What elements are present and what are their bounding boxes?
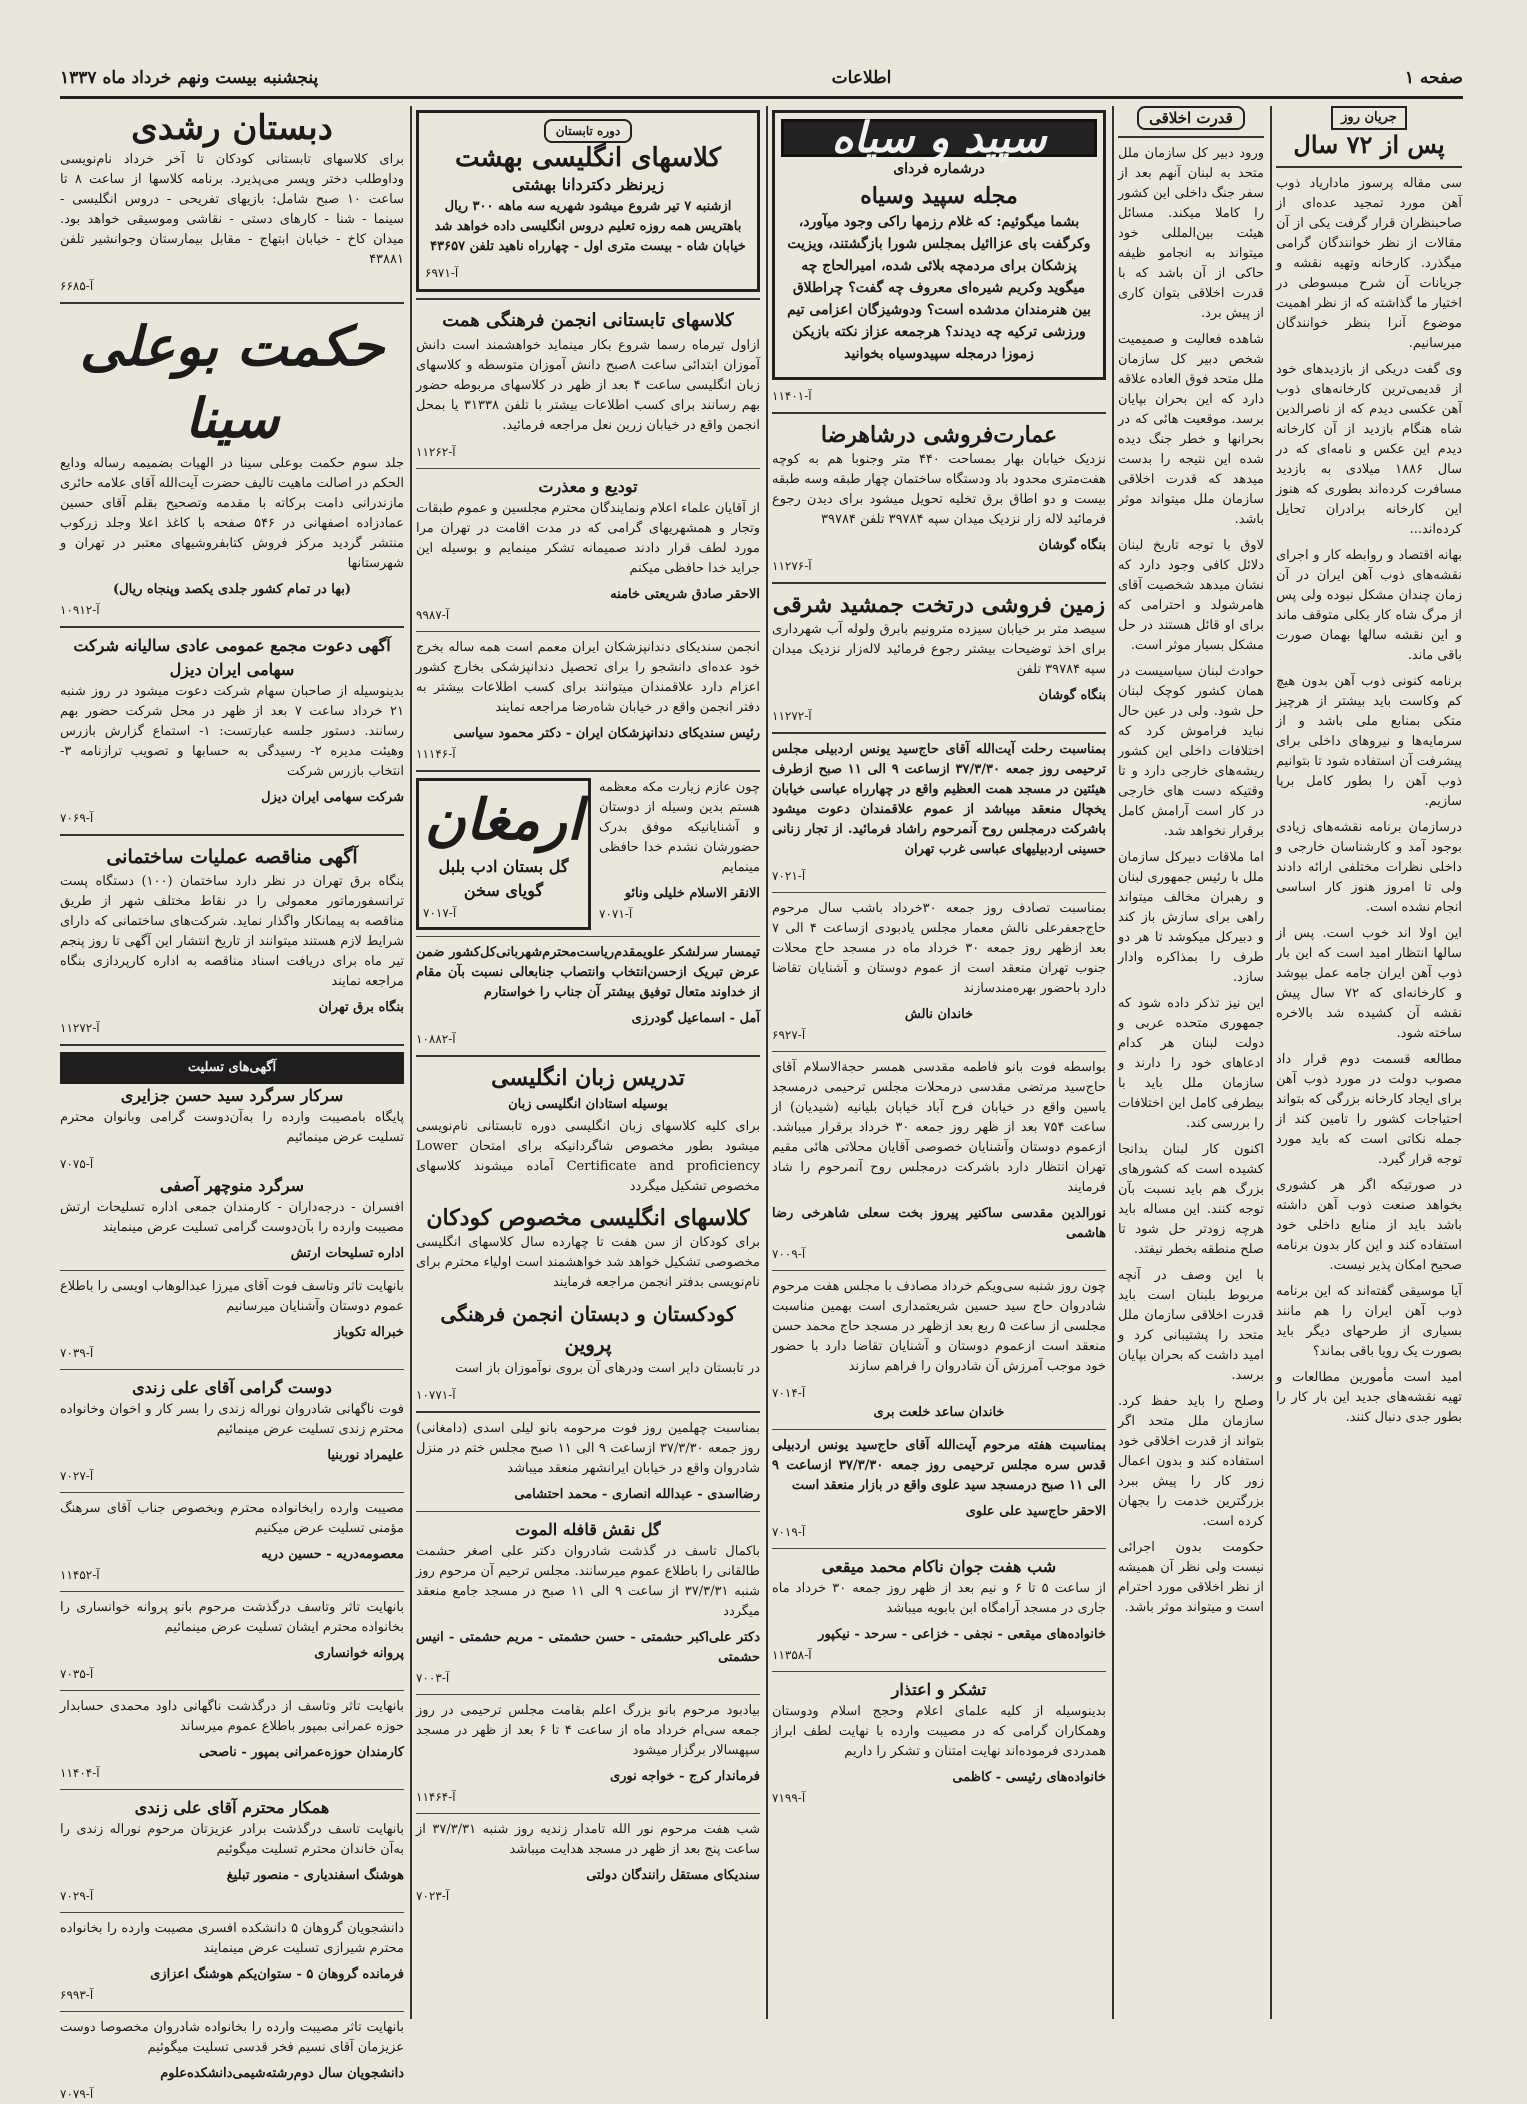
article-paragraph: این اولا اند خوب است. پس از سالها انتظار امید است که این بار ذوب آهن ایران جامه عمل بپوشد و کارخانه‌ای که ۷۲ سال پیش نقشه آن کشیده شد بالاخره ساخته شود. [1276,926,1462,1041]
article-paragraph: آیا موسیقی گفته‌اند که این برنامه ذوب آهن ایران را هم مانند بسیاری از طرحهای دیگر باید بصورت یک رویا باقی بماند؟ [1276,1284,1462,1359]
notice-body: دانشجویان گروهان ۵ دانشکده افسری مصیبت وارده را بخانواده محترم شیرازی تسلیت عرض مینمایند [60,1921,404,1956]
notice-title: همکار محترم آقای علی زندی [134,1798,330,1817]
notice-body: بانهایت تاثر مصیبت وارده را بخانواده شادروان مخصوصا دوست عزیزمان آقای نسیم فخر قدسی تسلیت میگوئیم [60,2020,404,2055]
notice-sign: نورالدین مقدسی ساکنیر پیروز بخت سعلی شاهرخی رضا هاشمی [772,1206,1106,1241]
notice-code: آ-۷۰۲۱ [772,869,806,883]
notice-sign: خاندان ساعد خلعت بری [873,1405,1005,1420]
notice-body: شب هفت مرحوم نور الله تامدار زندیه روز شنبه ۳۷/۳/۳۱ از ساعت پنج بعد از ظهر در مسجد هدایت میباشد [416,1822,760,1857]
ziarat-notice [599,778,760,930]
notice-sign: دانشجویان سال دوم‌رشته‌شیمی‌دانشکده‌علوم [160,2066,404,2081]
notice-sign: الاحقر حاج‌سید علی علوی [965,1504,1106,1519]
notice-sign: علیمراد نوربنیا [327,1448,404,1463]
top-rule [60,96,1463,99]
ad-subtitle: بوسیله استادان انگلیسی زبان [508,1097,668,1112]
column-ghodrat-akhlaghi [1118,106,1264,2019]
notice-body: از آقایان علماء اعلام ونمایندگان محترم مجلسین و عموم طبقات وتجار و همشهریهای گرامی که در مدت اقامت در تهران مرا مورد لطف قرار دادند صمیمانه تشکر مینمایم و بوسیله این جراید خدا حافظی میکنم [416,501,760,576]
notice-code: آ-۱۰۸۸۲ [416,1032,456,1046]
notice-sign: خاندان نالش [904,1007,974,1022]
zamin-body: سیصد متر بر خیابان سیزده مترونیم بابرق ولوله آب شهرداری برای اخذ توضیحات بیشتر رجوع فرمائید لاله‌زار نزدیک میدان سپه ۳۹۷۸۴ تلفن [772,622,1106,677]
paper-name: اطلاعات [831,68,892,88]
column-ads-mid-left [416,106,760,2019]
notice-body: افسران - درجه‌داران - کارمندان جمعی اداره تسلیحات ارتش مصیبت وارده را بآن‌دوست گرامی تسلیت عرض مینمایند [60,1200,404,1235]
death-notice: بمناسبت هفته مرحوم آیت‌الله آقای حاج‌سید یونس اردبیلی قدس سره مجلس ترحیمی روز جمعه ۳۷/۳/۳۰ ازساعت ۹ الی ۱۱ صبح درمسجد سید علوی واقع در بازار منعقد است [772,1438,1106,1493]
notice-code: آ-۱۰۹۱۲ [60,603,100,617]
death-notice: چون روز شنبه سی‌ویکم خرداد مصادف با مجلس هفت مرحوم شادروان حاج سید حسین شریعتمداری است بهمین مناسبت مجلسی از ساعت ۵ ربع بعد ازظهر در مسجد حاج محمد حسن منعقد است ازعموم دوستان و آشنایان تقاضا دارد با حضور خود موجب آمرزش آن شادروان را فراهم سازند [772,1279,1106,1374]
article-paragraph: اکنون کار لبنان بدانجا کشیده است که کشورهای بزرگ هم باید نسبت بآن توجه کنند. این مساله باید هرچه زودتر حل شود تا صلح منطقه بخطر نیفتد. [1118,1142,1264,1257]
notice-body: پایگاه بامصیبت وارده را به‌آن‌دوست گرامی وبانوان محترم تسلیت عرض مینمائیم [60,1110,404,1145]
notice-code: آ-۷۰۳۵ [60,1667,94,1681]
death-notice: بواسطه فوت بانو فاطمه مقدسی همسر حجة‌الاسلام آقای حاج‌سید مرتضی مقدسی درمحلات مجلس ترحیمی درمسجد یاسین واقع در خیابان فرح آباد خیابان بلیانیه (شیدیان) از ساعت ۷۵۴ بعد از ظهر روز جمعه ۳۰ خرداد برقرار میباشد. ازعموم دوستان وآشنایان خصوصی آقایان محلاتی هائی مقیم تهران انتظار دارد باشرکت درمجلس روح آنمرحوم را شاد فرمایند [772,1060,1106,1195]
page-label: صفحه ۱ [1404,68,1463,88]
meeting-title: آگهی دعوت مجمع عمومی عادی سالیانه شرکت سهامی ایران دیزل [73,636,391,679]
emarat-title: عمارت‌فروشی درشاهرضا [820,422,1058,448]
column-divider [1270,106,1272,2019]
notice-code: آ-۶۹۲۷ [772,1028,806,1042]
article-paragraph: اما ملاقات دبیرکل سازمان ملل با رئیس جمهوری لبنان و رهبران مخالف میتواند راهی برای سازش باز کند و دبیرکل میکوشد تا هر دو طرف را بمذاکره وادار سازد. [1118,850,1264,985]
column-divider [410,106,412,2019]
article-paragraph: حکومت بدون اجرائی نیست ولی نظر آن همیشه از نظر اخلاقی مورد احترام است و میتواند موثر باشد. [1118,1540,1264,1615]
notice-code: آ-۷۰۰۹ [772,1247,806,1261]
article-headline: قدرت اخلاقی [1137,106,1245,130]
ad-body: ازاول تیرماه رسما شروع بکار مینماید خواهشمند است دانش آموزان ابتدائی ساعت ۸صبح دانش آموزان متوسطه و کلاسهای زبان انگلیسی ساعت ۴ بعد از ظهر در کلاسهای مربوطه حضور بهم رسانند برای کسب اطلاعات بیشتر با تلفن ۳۱۳۳۸ یا بمحل انجمن واقع در خیابان زرین نعل مراجعه فرمائید. [416,338,761,433]
zamin-sign: بنگاه گوشان [1038,688,1106,703]
notice-sign: پروانه خوانساری [314,1646,404,1661]
death-notice: از ساعت ۵ تا ۶ و نیم بعد از ظهر روز جمعه ۳۰ خرداد ماه جاری در مسجد آرامگاه ابن بابویه میباشد [772,1581,1106,1616]
notice-title: تودیع و معذرت [538,477,638,496]
notice-body: تیمسار سرلشکر علویمقدم‌ریاست‌محترم‌شهربانی‌کل‌کشور ضمن عرض تبریک ازحسن‌انتخاب وانتصاب جنابعالی نسبت بآن مقام از خداوند متعال توفیق بیشتر آن جناب را خواستارم [416,945,760,1000]
notice-code: آ-۱۱۴۰۴ [60,1766,100,1780]
hekmat-body: جلد سوم حکمت بوعلی سینا در الهیات بضمیمه رساله ودایع الحکم در اصالت ماهیت تالیف حضرت آیت‌الله آقای علامه حائری مازندرانی دامت برکاته با مقدمه وتصحیح بقلم آقای حسین عمادزاده اصفهانی در ۵۴۶ صفحه با کاغذ اعلا وجلد زرکوب منتشر گردید مرکز فروش کتابفروشیهای معتبر در تهران و شهرستانها [60,456,405,571]
article-paragraph: در صورتیکه اگر هر کشوری بخواهد صنعت ذوب آهن داشته باشد باید از منابع داخلی خود استفاده کند و این کار بدون برنامه صحیح امکان پذیر نیست. [1276,1178,1462,1273]
notice-code: آ-۷۱۹۹ [772,1791,806,1805]
article-paragraph: شاهده فعالیت و صمیمیت شخص دبیر کل سازمان ملل متحد فوق العاده علاقه دارد که این بحران بپایان برسد. موقعیت هائی که در بحرانها و خطر جنگ دیده شده این نتیجه را بدست میدهد که قدرت اخلاقی سازمان ملل میتواند موثر باشد. [1118,332,1264,527]
notice-sign: دکتر علی‌اکبر حشمتی - حسن حشمتی - مریم حشمتی - انیس حشمتی [416,1630,760,1665]
notice-code: آ-۱۱۲۷۲ [60,1021,100,1035]
notice-sign: رضااسدی - عبدالله انصاری - محمد احتشامی [514,1487,760,1502]
ad-body: در تابستان دایر است ودرهای آن بروی نوآموزان باز است [455,1361,760,1376]
notice-code: آ-۷۰۲۳ [416,1889,450,1903]
notice-sign: بنگاه برق تهران [318,1000,404,1015]
ad-body: برای کودکان از سن هفت تا چهارده سال کلاسهای انگلیسی مخصوصی تشکیل خواهد شد خواهشمند است اولیاء محترم برای نام‌نویسی بدفتر انجمن مراجعه فرمایند [416,1235,760,1290]
column-divider [766,106,768,2019]
ad-code: آ-۶۹۷۱ [425,266,459,280]
notice-body: بمناسبت چهلمین روز فوت مرحومه بانو لیلی اسدی (دامغانی) روز جمعه ۳۷/۳/۳۰ ازساعت ۹ الی ۱۱ صبح مجلس ختم در منزل شادروان واقع در خیابان ایرانشهر منعقد میباشد [416,1421,760,1476]
notice-body: فوت ناگهانی شادروان نوراله زندی را بسر کار و اخوان وخانواده محترم زندی تسلیت عرض مینمائیم [60,1402,404,1437]
hekmat-price: (بها در تمام کشور جلدی یکصد وپنجاه ریال) [112,582,352,597]
notice-sign: الانقر الاسلام خلیلی ونائو [624,886,760,901]
notice-title: گل نقش قافله الموت [515,1520,661,1539]
column-jarian-rooz [1276,106,1462,2019]
sepid-siah-logo: سپید و سیاه [781,119,1097,157]
tender-body: بنگاه برق تهران در نظر دارد ساختمان (۱۰۰) دستگاه پست ترانسفورماتور معمولی را در نقاط مختلف شهر از طریق مناقصه به پیمانکار واگذار نماید. شرکت‌های ساختمانی که دارای شرایط لازم هستند میتوانند از تاریخ انتشار این آگهی تا روز پنجم تیر ماه برای دریافت اسناد مناقصه به اداره کارپردازی بنگاه مراجعه نمایند [60,874,404,989]
notice-code: آ-۱۱۴۵۲ [60,1568,100,1582]
ad-title: مجله سپید وسیاه [860,183,1018,209]
column-divider [1112,106,1114,2019]
ad-code: آ-۱۰۷۷۱ [416,1388,456,1402]
notice-code: آ-۷۰۲۷ [60,1469,94,1483]
ad-banner: کودکستان و دبستان انجمن فرهنگی پروین [440,1302,736,1356]
notice-code: آ-۶۹۹۳ [60,1988,94,2002]
ad-title: تدریس زبان انگلیسی [491,1065,685,1091]
article-paragraph: لاوق با توجه تاریخ لبنان دلائل کافی وجود دارد که نشان میدهد شخصیت آقای هامرشولد و احترامی که برای او قائل هستند در حل مشکل بسیار موثر است. [1118,538,1264,653]
date-line: پنجشنبه بیست ونهم خرداد ماه ۱۳۳۷ [60,68,319,88]
notice-code: آ-۷۰۱۷ [423,906,457,920]
armaghan-ad [416,778,591,930]
notice-code: آ-۷۰۱۴ [772,1386,806,1400]
notice-sign: معصومه‌دریه - حسین دریه [261,1547,404,1562]
notice-sign: اداره تسلیحات ارتش [290,1246,404,1261]
ad-body: ازشنبه ۷ تیر شروع میشود شهریه سه ماهه ۳۰۰ ریال باهتریس همه روزه تعلیم دروس انگلیسی داده خواهد شد خیابان شاه - بیست متری اول - چهارراه ناهید تلفن ۴۳۶۵۷ [430,199,746,254]
column-ads-mid-right [772,106,1106,2019]
notice-sign: شرکت سهامی ایران دیزل [261,790,404,805]
emarat-sign: بنگاه گوشان [1038,538,1106,553]
school-body: برای کلاسهای تابستانی کودکان تا آخر خرداد نام‌نویسی وداوطلب دختر وپسر می‌پذیرد. برنامه کلاسها از ساعت ۸ تا ساعت ۱۰ صبح شامل: بازیهای تفریحی - دروس انگلیسی - سینما - شنا - کارهای دستی - نقاشی وموسیقی خواهد بود. میدان کاخ - خیابان ابتهاج - مقابل بیمارستان وجوانشیر تلفن ۴۳۸۸۱ [60,152,404,267]
notice-body: بانهایت تاثر وتاسف از درگذشت ناگهانی داود محمدی حسابدار حوزه عمرانی بمپور باطلاع عموم میرساند [60,1699,404,1734]
notice-code: آ-۷۰۷۹ [60,2087,94,2101]
notice-title: دوست گرامی آقای علی زندی [132,1378,332,1397]
article-paragraph: با این وصف در آنچه مربوط بلبنان است باید قدرت اخلاقی سازمان ملل متحد را پشتیبانی کرد و امید داشت که بحران بپایان برسد. [1118,1268,1264,1383]
article-paragraph: این نیز تذکر داده شود که جمهوری متحده عربی و دولت لبنان هر کدام ادعاهای خود را دارند و سازمان ملل باید با بیطرفی کامل این اختلافات را بررسی کند. [1118,996,1264,1131]
emarat-body: نزدیک خیابان بهار بمساحت ۴۴۰ متر وجنوبا هم به کوچه هفت‌متری محدود باد ودستگاه ساختمان چهار طبقه وسه طبقه بیست و دو اطاق برق تخلیه تحویل میشود برای دیدن رجوع فرمائید لاله زار نزدیک میدان سپه ۳۹۷۸۴ تلفن ۳۹۷۸۴ [772,452,1106,527]
notice-code: آ-۷۰۰۳ [416,1671,450,1685]
hekmat-title: حکمت بوعلی سینا [79,314,385,450]
notice-code: آ-۶۶۸۵ [60,279,94,293]
ad-title: کلاسهای انگلیسی بهشت [454,143,722,173]
article-paragraph: حوادث لبنان سیاسیست در همان کشور کوچک لبنان حل شود. ولی در عین حال نباید فراموش کرد که اختلافات داخلی این کشور ریشه‌های خارجی دارد و تا وقتیکه دست های خارجی در کار است آرامش کامل برقرار نخواهد شد. [1118,664,1264,839]
notice-body: مصیبت وارده رابخانواده محترم وبخصوص جناب آقای سرهنگ مؤمنی تسلیت عرض میکنیم [60,1501,404,1536]
ad-body: بشما میگوئیم: که غلام رزمها راکی وجود میآورد، وکرگفت بای عزاائیل بمجلس شورا بازگشتند، ویزیت پزشکان برای مردمچه بلائی شده، امیرالحاج چه میگوید وکریم شیره‌ای معروف چه گفت؟ چراطلاق بین هنرمندان مدشده است؟ ودوشیزگان اعزامی تیم ورزشی ترکیه چه دیدند؟ هرجمعه عزاز نکته بازیکن زموزا درمجله سپیدوسیاه بخوانید [787,214,1091,362]
article-paragraph: بهانه اقتصاد و روابطه کار و اجرای نقشه‌های ذوب آهن ایران در آن زمان چندان مشکل نبوده ولی پس از مرگ شاه کار بکلی متوقف ماند و این نقشه سالها بهمان صورت باقی ماند. [1276,548,1462,663]
section-tag: جریان روز [1331,106,1407,130]
notice-code: آ-۷۰۷۱ [599,907,633,921]
ad-small-title: دوره تابستان [544,119,633,143]
notice-body: بیادبود مرحوم بانو بزرگ اعلم بقامت مجلس ترحیمی در روز جمعه سی‌ام خرداد ماه از ساعت ۴ تا ۶ بعد از ظهر در مسجد سپهسالار برگزار میشود [416,1703,761,1758]
emarat-code: آ-۱۱۲۷۶ [772,559,812,573]
article-paragraph: امید است مأمورین مطالعات و تهیه نقشه‌های جدید این بار کار را بطور جدی دنبال کنند. [1276,1370,1462,1425]
notice-sign: آمل - اسماعیل گودرزی [631,1011,760,1026]
notice-title: سرکار سرگرد سید حسن جزایری [120,1086,344,1105]
notice-title: تشکر و اعتذار [891,1680,987,1699]
zamin-code: آ-۱۱۲۷۲ [772,709,812,723]
article-headline: پس از ۷۲ سال [1293,130,1445,159]
notice-sign: سندیکای مستقل رانندگان دولتی [586,1868,760,1883]
notice-code: آ-۷۰۳۹ [60,1346,94,1360]
behesht-class-ad [416,110,760,292]
ad-body: برای کلیه کلاسهای زبان انگلیسی دوره تابستانی نام‌نویسی میشود بطور مخصوص شاگردانیکه برای امتحان Lower Certificate and proficiency آماده میشوند کلاسهای مخصوص تشکیل میگردد [416,1119,760,1194]
ad-title: کلاسهای انگلیسی مخصوص کودکان [426,1205,750,1231]
tender-title: آگهی مناقصه عملیات ساختمانی [106,846,358,868]
notice-body: انجمن سندیکای دندانپزشکان ایران معمم است همه ساله بخرج خود عده‌ای دانشجو را برای تحصیل دندانپزشکی بخارج کشور اعزام دارد علاقمندان میتوانند برای کسب اطلاعات بیشتر به دفتر انجمن واقع در خیابان شاه‌رضا مراجعه نمایند [416,640,760,715]
ad-code: آ-۱۱۴۰۱ [772,389,812,403]
zamin-title: زمین فروشی درتخت جمشید شرقی [772,592,1106,618]
article-paragraph: مطالعه قسمت دوم قرار داد مصوب دولت در مورد ذوب آهن برای ایجاد کارخانه بزرگی که بتواند احتیاجات کشور را تامین کند از جمله نکاتی است که باید مورد توجه قرار گیرد. [1276,1052,1462,1167]
death-notice: بمناسبت رحلت آیت‌الله آقای حاج‌سید یونس اردبیلی مجلس ترحیمی روز جمعه ۳۷/۳/۳۰ ازساعت ۹ الی ۱۱ صبح ازطرف هیئتین در مسجد همت العظیم واقع در چهارراه عباسی خیابان یخچال منعقد میباشد از عموم علاقمندان دعوت میشود باشرکت درمجلس روح آنمرحوم راشاد فرمائید. از تجار زنانی حسینی اردبیلیهای عباسی غرب تهران [772,742,1106,857]
notice-sign: هوشنگ اسفندیاری - منصور تبلیغ [226,1868,404,1883]
notice-code: آ-۷۰۱۹ [772,1525,806,1539]
armaghan-logo: ارمغان [424,787,583,853]
meeting-body: بدینوسیله از صاحبان سهام شرکت دعوت میشود در روز شنبه ۲۱ خرداد ساعت ۷ بعد از ظهر در محل شرکت حضور بهم رسانند. دستور جلسه عبارتست: ۱- استماع گزارش بازرس وهیئت مدیره ۲- رسیدگی به حسابها و تصویب ترازنامه ۳- انتخاب بازرس شرکت [60,684,405,779]
notice-code: آ-۷۰۲۹ [60,1889,94,1903]
ad-subtitle: زیرنظر دکتردانا بهشتی [511,175,665,194]
notice-code: آ-۷۰۶۹ [60,811,94,825]
article-paragraph: برنامه کنونی ذوب آهن بدون هیچ کم وکاست باید بیشتر از هرچیز متکی بمنابع ملی باشد و از سرمایه‌ها و نیروهای داخلی برای پیشرفت آن استفاده شود تا بتوانیم ذوب آهن را بطور کامل برپا سازیم. [1276,674,1462,809]
notice-sign: خبراله تکوباز [334,1325,404,1340]
notice-sign: فرماندار کرج - خواجه نوری [609,1769,760,1784]
notice-sign: فرمانده گروهان ۵ - ستوان‌یکم هوشنگ اعزازی [150,1967,404,1982]
sepid-siah-ad [772,110,1106,380]
ad-code: آ-۱۱۲۶۲ [416,445,456,459]
ad-title: کلاسهای تابستانی انجمن فرهنگی همت [442,310,734,331]
school-title: دبستان رشدی [131,108,333,148]
thanks-notice: بدینوسیله از کلیه علمای اعلام وحجج اسلام ودوستان وهمکاران گرامی که در مصیبت وارده با نهایت لطف ابراز همدردی فرموده‌اند نهایت امتنان و تشکر را داریم [772,1704,1106,1759]
condolence-header: آگهی‌های تسلیت [60,1052,404,1084]
armaghan-subtitle: گل بستان ادب بلبل گویای سخن [438,857,569,900]
notice-code: آ-۹۹۸۷ [416,608,450,622]
notice-title: شب هفت جوان ناکام محمد میقعی [821,1557,1057,1576]
notice-code: آ-۱۱۱۴۶ [416,747,456,761]
ad-subtitle: درشماره فردای [893,161,985,177]
notice-body: بانهایت تاثر وتاسف درگذشت مرحوم بانو پروانه خوانساری را بخانواده محترم ایشان تسلیت عرض مینمائیم [60,1600,404,1635]
notice-sign: خانواده‌های میقعی - نجفی - خزاعی - سرحد - نیکپور [818,1627,1106,1642]
column-ads-left [60,106,405,2101]
notice-code: آ-۱۱۴۶۴ [416,1790,456,1804]
ziarat-armaghan-row [416,778,760,930]
notice-sign: رئیس سندیکای دندانپزشکان ایران - دکتر محمود سیاسی [453,726,760,741]
notice-sign: خانواده‌های رئیسی - کاظمی [952,1770,1106,1785]
notice-code: آ-۱۱۳۵۸ [772,1648,812,1662]
notice-sign: کارمندان حوزه‌عمرانی بمپور - ناصحی [198,1745,404,1760]
masthead [60,50,1463,88]
article-paragraph: سی مقاله پرسوز ماداریاد ذوب آهن مورد تمجید عده‌ای از صاحبنظران قرار گرفت یکی از آن مقالات از نظر خوانندگان گرامی میگذرد. کارخانه وتهیه نقشه و جریانات آن شرح مبسوطی در اختیار ما گذاشته که از نظر اهمیت موضوع آنرا بنظر خوانندگان میرسانیم. [1276,176,1462,351]
notice-body: چون عازم زیارت مکه معظمه هستم بدین وسیله از دوستان و آشنایانیکه موفق بدرک حضورشان نشدم خدا حافظی مینمایم [599,780,760,875]
article-paragraph: ورود دبیر کل سازمان ملل متحد به لبنان آنهم بعد از سفر جنگ داخلی این کشور را کاملا میکند. مسائل هیئت بین‌المللی خود میتواند به انجامو ظیفه حاکی از آن باشد که با قدرت اخلاقی بتوان کاری از پیش برد. [1118,146,1264,321]
notice-body: باکمال تاسف در گذشت شادروان دکتر علی اصغر حشمت طالقانی را باطلاع عموم میرسانند. مجلس ترحیم آن مرحوم روز شنبه ۳۷/۳/۳۱ از ساعت ۹ الی ۱۱ صبح در مسجد جامع منعقد میگردد [416,1544,760,1619]
death-notice: بمناسبت تصادف روز جمعه ۳۰خرداد باشب سال مرحوم حاج‌جعفرعلی نالش معمار مجلس یادبودی ازساعت ۴ الی ۷ بعد ازظهر روز جمعه ۳۰ خرداد ماه در مسجد حاج محلات جنوب تهران منعقد است از عموم دوستان و آشنایان تقاضا دارد باحضور بهره‌مندسازند [772,901,1106,996]
notice-body: بانهایت تاثر وتاسف فوت آقای میرزا عبدالوهاب اویسی را باطلاع عموم دوستان وآشنایان میرسانیم [60,1279,404,1314]
notice-body: بانهایت تاسف درگذشت برادر عزیزتان مرحوم نوراله زندی را به‌آن خاندان محترم تسلیت میگوئیم [60,1822,404,1857]
article-paragraph: وصلح را باید حفظ کرد. سازمان ملل متحد اگر بتواند از قدرت اخلاقی خود استفاده کند و بدون اعمال زور کار را پیش ببرد بزرگترین خدمت را بجهان کرده است. [1118,1394,1264,1529]
article-paragraph: وی گفت دریکی از بازدیدهای خود از قدیمی‌ترین کارخانه‌های ذوب آهن عکسی دیدم که از ناصرالدین شاه هنگام بازدید از آن کارخانه دیدم این عکس و نامه‌ای که در سال ۱۸۸۶ میلادی به بازدید مسافرت کرده‌اند بطوری که هنوز این کارخانه برادران تحایل کرده‌اند... [1276,362,1462,537]
article-paragraph: درسازمان برنامه نقشه‌های زیادی بوجود آمد و کارشناسان خارجی و داخلی نظرات مختلفی ارائه دادند ولی تا امروز هنوز کار اساسی انجام نشده است. [1276,820,1462,915]
notice-title: سرگرد منوچهر آصفی [159,1176,305,1195]
notice-code: آ-۷۰۷۵ [60,1157,94,1171]
notice-sign: الاحقر صادق شریعتی خامنه [610,587,760,602]
